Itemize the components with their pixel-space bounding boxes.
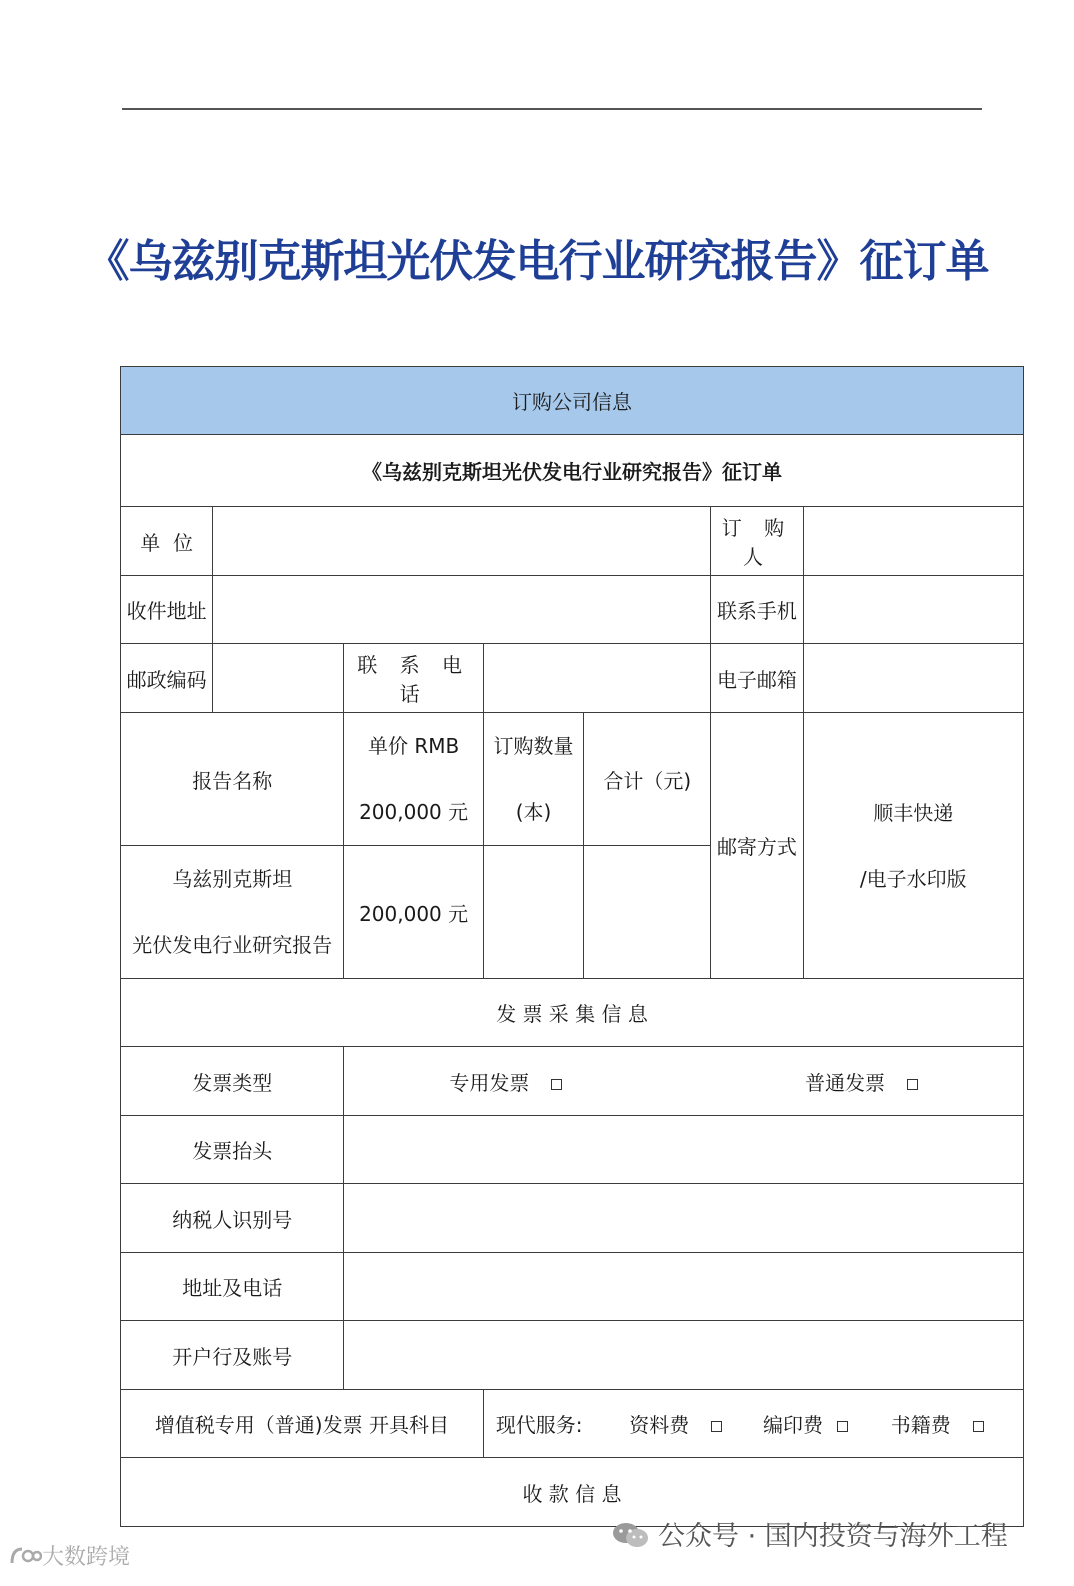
unit-price-header-line2: 200,000 元 xyxy=(359,800,469,824)
invoice-type-options xyxy=(344,1047,1024,1116)
fee-print-label: 编印费 xyxy=(763,1413,823,1437)
phone-field[interactable] xyxy=(483,644,711,713)
fee-print-checkbox[interactable] xyxy=(837,1421,848,1432)
address-row xyxy=(121,576,1024,644)
fee-book-label: 书籍费 xyxy=(890,1413,951,1437)
order-form-table xyxy=(120,366,1024,1527)
fee-book-checkbox[interactable] xyxy=(973,1421,984,1432)
invoice-title-field[interactable] xyxy=(344,1116,1024,1184)
report-name-line1: 乌兹别克斯坦 xyxy=(172,867,293,891)
watermark-logo-icon xyxy=(8,1545,42,1567)
invoice-type-label: 发票类型 xyxy=(121,1047,344,1116)
invoice-normal-label: 普通发票 xyxy=(805,1070,886,1095)
postcode-field[interactable] xyxy=(213,644,344,713)
bank-account-row xyxy=(121,1321,1024,1390)
unit-price-header-line1: 单价 RMB xyxy=(368,734,460,758)
buyer-label: 订 购 人 xyxy=(711,507,803,576)
brand-watermark xyxy=(8,1540,130,1571)
mailing-method-value xyxy=(803,713,1023,979)
wechat-source-text: 公众号 · 国内投资与海外工程 xyxy=(658,1521,1008,1552)
email-label: 电子邮箱 xyxy=(711,644,803,713)
wechat-source-footer xyxy=(612,1514,1052,1560)
wechat-icon xyxy=(612,1521,650,1549)
report-name-cell xyxy=(121,846,344,979)
total-header: 合计（元) xyxy=(584,713,711,846)
email-field[interactable] xyxy=(803,644,1023,713)
inner-title-row xyxy=(121,435,1024,507)
report-header-row xyxy=(121,713,1024,846)
invoice-special-checkbox[interactable] xyxy=(551,1079,562,1090)
fee-material-checkbox[interactable] xyxy=(711,1421,722,1432)
vat-items-options xyxy=(483,1390,1023,1458)
mailing-value-line1: 顺丰快递 xyxy=(873,800,954,825)
invoice-normal-option[interactable] xyxy=(805,1067,918,1096)
invoice-special-option[interactable] xyxy=(449,1067,562,1096)
invoice-special-label: 专用发票 xyxy=(449,1070,530,1095)
mobile-field[interactable] xyxy=(803,576,1023,644)
phone-label: 联 系 电 话 xyxy=(344,644,483,713)
section-company-info: 订购公司信息 xyxy=(121,367,1024,435)
quantity-header-line2: (本) xyxy=(515,800,552,824)
taxpayer-id-row xyxy=(121,1184,1024,1253)
quantity-field[interactable] xyxy=(483,846,583,979)
bank-account-field[interactable] xyxy=(344,1321,1024,1390)
total-field[interactable] xyxy=(584,846,711,979)
vat-items-label: 增值税专用（普通)发票 开具科目 xyxy=(121,1390,484,1458)
fee-material-label: 资料费 xyxy=(629,1413,690,1437)
top-divider xyxy=(122,108,982,110)
quantity-header xyxy=(483,713,583,846)
mailing-value-line2: /电子水印版 xyxy=(859,866,967,891)
bank-account-label: 开户行及账号 xyxy=(121,1321,344,1390)
section-payment-info: 收 款 信 息 xyxy=(121,1458,1024,1527)
section-invoice-info: 发 票 采 集 信 息 xyxy=(121,979,1024,1047)
fee-book-option[interactable] xyxy=(891,1409,984,1438)
fee-print-option[interactable] xyxy=(763,1409,848,1438)
company-info-header-row xyxy=(121,367,1024,435)
report-price: 200,000 元 xyxy=(344,846,483,979)
unit-price-header xyxy=(344,713,483,846)
document-title: 《乌兹别克斯坦光伏发电行业研究报告》征订单 xyxy=(85,236,989,287)
taxpayer-id-field[interactable] xyxy=(344,1184,1024,1253)
postcode-label: 邮政编码 xyxy=(121,644,213,713)
watermark-text: 大数跨境 xyxy=(42,1545,131,1570)
address-label: 收件地址 xyxy=(121,576,213,644)
address-phone-label: 地址及电话 xyxy=(121,1253,344,1321)
report-name-line2: 光伏发电行业研究报告 xyxy=(132,933,333,957)
inner-form-title: 《乌兹别克斯坦光伏发电行业研究报告》征订单 xyxy=(121,435,1024,507)
invoice-type-row xyxy=(121,1047,1024,1116)
postcode-row xyxy=(121,644,1024,713)
vat-items-row xyxy=(121,1390,1024,1458)
mailing-method-label: 邮寄方式 xyxy=(711,713,803,979)
buyer-field[interactable] xyxy=(803,507,1023,576)
taxpayer-id-label: 纳税人识别号 xyxy=(121,1184,344,1253)
mobile-label: 联系手机 xyxy=(711,576,803,644)
report-name-header: 报告名称 xyxy=(121,713,344,846)
unit-field[interactable] xyxy=(213,507,711,576)
invoice-title-label: 发票抬头 xyxy=(121,1116,344,1184)
address-field[interactable] xyxy=(213,576,711,644)
quantity-header-line1: 订购数量 xyxy=(493,734,574,758)
invoice-section-row xyxy=(121,979,1024,1047)
invoice-normal-checkbox[interactable] xyxy=(907,1079,918,1090)
invoice-title-row xyxy=(121,1116,1024,1184)
unit-row xyxy=(121,507,1024,576)
fee-material-option[interactable] xyxy=(629,1409,722,1438)
address-phone-row xyxy=(121,1253,1024,1321)
unit-label: 单 位 xyxy=(121,507,213,576)
modern-service-label: 现代服务: xyxy=(495,1413,583,1437)
address-phone-field[interactable] xyxy=(344,1253,1024,1321)
